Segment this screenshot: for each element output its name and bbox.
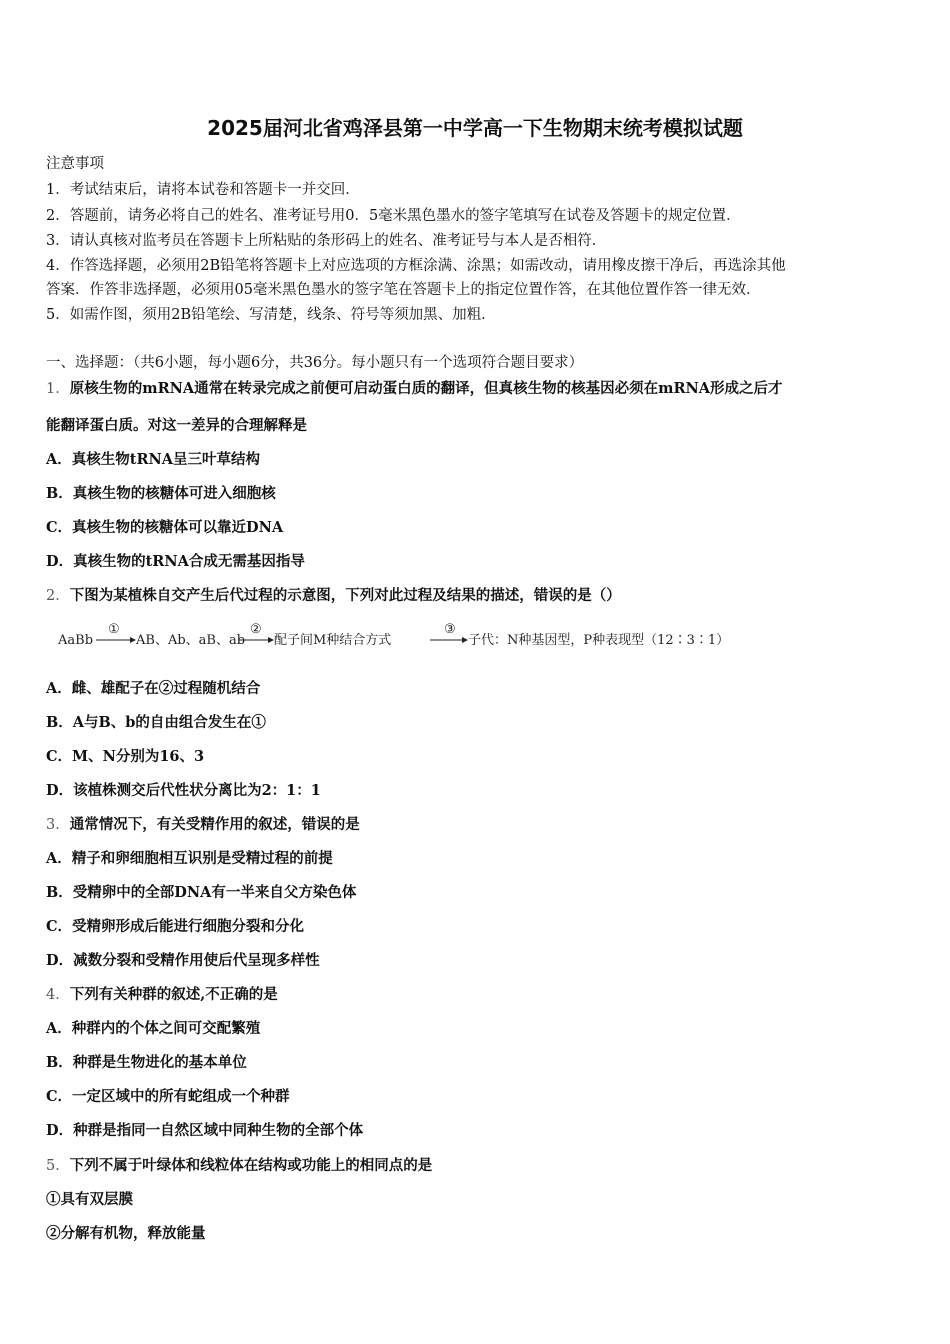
diagram-offspring: 子代：N种基因型，P种表现型（12∶3∶1）: [468, 633, 730, 648]
question-4-option-d: D．种群是指同一自然区域中同种生物的全部个体: [46, 1122, 364, 1139]
question-4-stem: [46, 983, 906, 1004]
question-3-stem: [46, 813, 906, 834]
question-3-option-b: B．受精卵中的全部DNA有一半来自父方染色体: [46, 884, 357, 901]
question-1-option-c: C．真核生物的核糖体可以靠近DNA: [46, 519, 284, 536]
question-2-option-c: C．M、N分别为16、3: [46, 748, 205, 765]
question-1-stem-line1: 原核生物的mRNA通常在转录完成之前便可启动蛋白质的翻译，但真核生物的核基因必须在mRNA形成之后才: [69, 380, 783, 397]
notice-item-1: 1．考试结束后，请将本试卷和答题卡一并交回．: [46, 182, 360, 198]
question-1-option-b: B．真核生物的核糖体可进入细胞核: [46, 485, 276, 502]
question-4-option-c: C．一定区域中的所有蛇组成一个种群: [46, 1088, 290, 1105]
question-5-number: 5．: [46, 1158, 70, 1174]
question-5-item-1: ①具有双层膜: [46, 1191, 133, 1208]
notice-item-4-cont: 答案．作答非选择题，必须用05毫米黑色墨水的签字笔在答题卡上的指定位置作答，在其他位置作答一律无效．: [46, 282, 761, 298]
notice-item-3: 3．请认真核对监考员在答题卡上所粘贴的条形码上的姓名、准考证号与本人是否相符．: [46, 233, 607, 249]
notice-item-5: 5．如需作图，须用2B铅笔绘、写清楚，线条、符号等须加黑、加粗．: [46, 307, 496, 323]
notice-item-2: 2．答题前，请务必将自己的姓名、准考证号用0．5毫米黑色墨水的签字笔填写在试卷及答题卡的规定位置．: [46, 208, 741, 224]
diagram-parent-genotype: AaBb: [58, 633, 94, 648]
section-heading: 一、选择题：（共6小题，每小题6分，共36分。每小题只有一个选项符合题目要求）: [46, 355, 584, 371]
diagram-gametes: AB、Ab、aB、ab: [136, 633, 246, 648]
question-3-stem-text: 通常情况下，有关受精作用的叙述，错误的是: [69, 816, 360, 833]
exam-title: 2025届河北省鸡泽县第一中学高一下生物期末统考模拟试题: [207, 116, 743, 140]
notice-item-4: 4．作答选择题，必须用2B铅笔将答题卡上对应选项的方框涂满、涂黑；如需改动，请用橡皮擦干净后，再选涂其他: [46, 258, 786, 274]
question-3-option-a: A．精子和卵细胞相互识别是受精过程的前提: [46, 850, 333, 867]
question-2-number: 2．: [46, 588, 70, 604]
question-4-number: 4．: [46, 987, 70, 1003]
diagram-combination: 配子间M种结合方式: [274, 633, 392, 648]
question-2-stem-text: 下图为某植株自交产生后代过程的示意图，下列对此过程及结果的描述，错误的是（）: [69, 587, 621, 604]
question-5-stem-text: 下列不属于叶绿体和线粒体在结构或功能上的相同点的是: [69, 1157, 433, 1174]
notice-heading: 注意事项: [46, 156, 104, 172]
question-4-option-b: B．种群是生物进化的基本单位: [46, 1054, 247, 1071]
question-4-stem-text: 下列有关种群的叙述,不正确的是: [69, 986, 278, 1003]
question-1-stem-line2: 能翻译蛋白质。对这一差异的合理解释是: [46, 417, 307, 434]
diagram-step-2-label: ②: [250, 622, 262, 637]
question-4-option-a: A．种群内的个体之间可交配繁殖: [46, 1020, 261, 1037]
diagram-step-1-label: ①: [108, 622, 120, 637]
question-3-option-d: D．减数分裂和受精作用使后代呈现多样性: [46, 952, 320, 969]
question-1-option-d: D．真核生物的tRNA合成无需基因指导: [46, 553, 305, 570]
question-1-stem: [46, 377, 906, 398]
question-2-option-b: B．A与B、b的自由组合发生在①: [46, 714, 266, 731]
question-1-option-a: A．真核生物tRNA呈三叶草结构: [46, 451, 261, 468]
question-2-option-d: D．该植株测交后代性状分离比为2：1：1: [46, 782, 321, 799]
question-2-option-a: A．雌、雄配子在②过程随机结合: [46, 680, 261, 697]
selfing-process-diagram: [58, 620, 778, 656]
question-3-number: 3．: [46, 817, 70, 833]
question-3-option-c: C．受精卵形成后能进行细胞分裂和分化: [46, 918, 305, 935]
diagram-step-3-label: ③: [444, 622, 456, 637]
question-5-item-2: ②分解有机物，释放能量: [46, 1225, 206, 1242]
question-2-stem: [46, 584, 906, 605]
question-5-stem: [46, 1154, 906, 1175]
question-1-number: 1．: [46, 381, 70, 397]
